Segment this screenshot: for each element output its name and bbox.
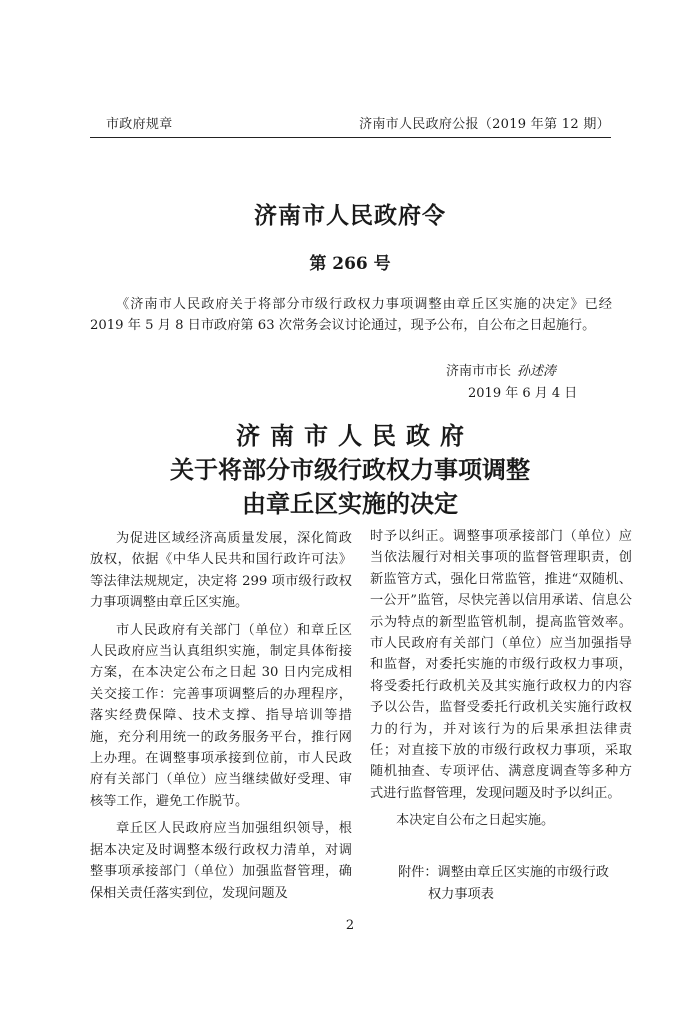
order-number: 第 266 号 xyxy=(309,254,391,274)
effective-date-paragraph: 本决定自公布之日起实施。 xyxy=(396,813,555,829)
body-right-column xyxy=(370,526,632,838)
body-paragraph: 章丘区人民政府应当加强组织领导，根据本决定及时调整本级行政权力清单，对调整事项承接部门（单位）加强监督管理，确保相关责任落实到位，发现问题及 xyxy=(90,821,352,901)
page-number: 2 xyxy=(345,918,355,933)
decision-title-line-3: 由章丘区实施的决定 xyxy=(242,489,458,518)
attachment-note xyxy=(398,862,638,906)
header-publication-label: 济南市人民政府公报（2019 年第 12 期） xyxy=(359,117,610,132)
body-paragraph-continuation: 时予以纠正。调整事项承接部门（单位）应当依法履行对相关事项的监督管理职责，创新监管方式，强化日常监管，推进“双随机、一公开”监管，尽快完善以信用承诺、信息公示为特点的新型监管机制，提高监管效率。市人民政府有关部门（单位）应当加强指导和监督，对委托实施的市级行政权力事项，将受委托行政机关及其实施行政权力的内容予以公告，监督受委托行政机关实施行政权力的行为，并对该行为的后果承担法律责任；对直接下放的市级行政权力事项，采取随机抽查、专项评估、满意度调查等多种方式进行监督管理，发现问题及时予以纠正。 xyxy=(370,529,632,801)
signer-title: 济南市市长 xyxy=(446,364,512,379)
attachment-line-1: 附件：调整由章丘区实施的市级行政 xyxy=(398,865,609,880)
order-title: 济南市人民政府令 xyxy=(254,202,446,229)
decision-title xyxy=(0,419,700,521)
order-preamble: 《济南市人民政府关于将部分市级行政权力事项调整由章丘区实施的决定》已经 2019 年 5 月 8 日市政府第 63 次常务会议讨论通过，现予公布，自公布之日起施行。 xyxy=(90,297,612,333)
decision-title-line-1: 济南市人民政府 xyxy=(236,421,474,450)
attachment-line-2: 权力事项表 xyxy=(428,887,494,902)
body-paragraph: 为促进区域经济高质量发展，深化简政放权，依据《中华人民共和国行政许可法》等法律法规规定，决定将 299 项市级行政权力事项调整由章丘区实施。 xyxy=(90,531,352,611)
decision-title-line-2: 关于将部分市级行政权力事项调整 xyxy=(170,455,530,484)
body-left-column xyxy=(90,528,352,910)
body-paragraph: 市人民政府有关部门（单位）和章丘区人民政府应当认真组织实施，制定具体衔接方案，在本决定公布之日起 30 日内完成相关交接工作：完善事项调整后的办理程序，落实经费保障、技术支撑、指导培训等措施，充分利用统一的政务服务平台，推行网上办理。在调整事项承接到位前，市人民政府有关部门（单位）应当继续做好受理、审核等工作，避免工作脱节。 xyxy=(90,622,352,809)
signer-name: 孙述涛 xyxy=(517,364,557,379)
signature-block xyxy=(446,360,556,379)
header-section-label: 市政府规章 xyxy=(106,117,173,132)
header-divider xyxy=(90,137,611,138)
signature-date: 2019 年 6 月 4 日 xyxy=(468,386,578,401)
